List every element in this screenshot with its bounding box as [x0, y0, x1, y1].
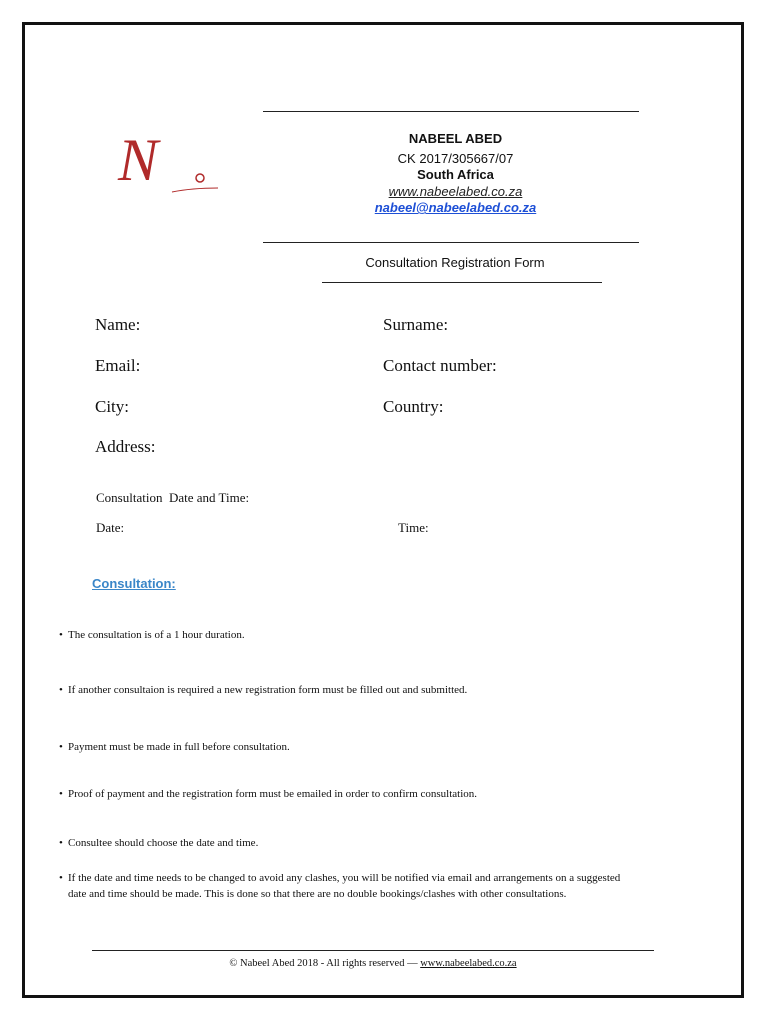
registration-number: CK 2017/305667/07 — [397, 151, 514, 166]
contact-number-label: Contact number: — [383, 356, 497, 375]
logo-icon — [112, 128, 222, 200]
form-title-rule — [322, 282, 602, 283]
email-link[interactable] — [263, 200, 648, 215]
name-label: Name: — [95, 315, 141, 334]
company-country: South Africa — [417, 167, 494, 182]
bullet-icon: • — [59, 629, 63, 641]
bullet-text: The consultation is of a 1 hour duration. — [68, 629, 245, 641]
list-item — [59, 786, 648, 802]
footer — [92, 958, 654, 969]
date-label: Date: — [96, 520, 125, 535]
footer-rule — [92, 950, 654, 951]
svg-text:N: N — [118, 128, 159, 193]
time-label: Time: — [398, 520, 429, 535]
consultation-heading: Consultation: — [92, 576, 176, 591]
city-label: City: — [95, 397, 130, 416]
bullet-icon: • — [59, 837, 63, 849]
list-item — [59, 870, 633, 902]
consultation-date-time-heading: Consultation Date and Time: — [96, 490, 250, 505]
header-top-rule — [263, 111, 639, 112]
bullet-icon: • — [59, 684, 63, 696]
bullet-text: If the date and time needs to be changed to avoid any clashes, you will be notified via email and arrangements on a suggested date and time should be made. This is done so that there are no double bookings/clashes with other consultations. — [68, 872, 621, 900]
surname-label: Surname: — [383, 315, 449, 334]
email-label: Email: — [95, 356, 141, 375]
footer-website-link[interactable]: www.nabeelabed.co.za — [420, 958, 517, 969]
email-link-text[interactable]: nabeel@nabeelabed.co.za — [374, 200, 537, 215]
bullet-text: Consultee should choose the date and time. — [68, 837, 259, 849]
bullet-text: Proof of payment and the registration form must be emailed in order to confirm consultation. — [68, 788, 478, 800]
website-link-text[interactable]: www.nabeelabed.co.za — [388, 184, 523, 199]
bullet-icon: • — [59, 788, 63, 800]
list-item — [59, 682, 648, 698]
list-item — [59, 739, 648, 755]
address-label: Address: — [95, 437, 156, 456]
bullet-icon: • — [59, 872, 63, 884]
bullet-text: If another consultaion is required a new registration form must be filled out and submitted. — [68, 684, 468, 696]
list-item — [59, 835, 648, 851]
bullet-text: Payment must be made in full before consultation. — [68, 741, 290, 753]
logo — [112, 128, 222, 200]
header-bottom-rule — [263, 242, 639, 243]
form-title: Consultation Registration Form — [365, 255, 545, 270]
list-item — [59, 627, 648, 643]
website-link[interactable] — [263, 184, 648, 199]
country-label: Country: — [383, 397, 444, 416]
footer-copyright: © Nabeel Abed 2018 - All rights reserved — — [229, 958, 418, 969]
company-name: NABEEL ABED — [408, 131, 503, 146]
bullet-icon: • — [59, 741, 63, 753]
